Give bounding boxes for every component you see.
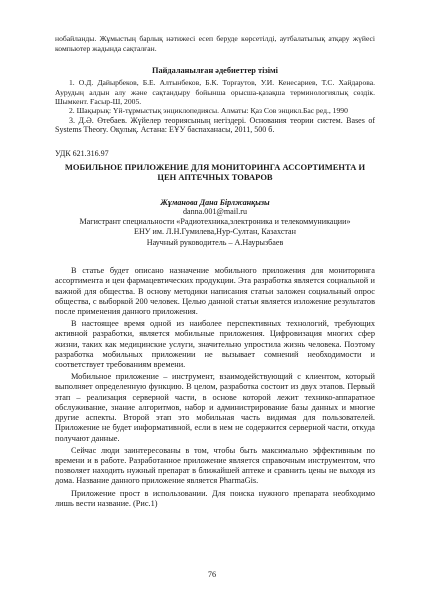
author-email: danna.001@mail.ru [182, 206, 248, 216]
author-affiliation-3: Научный руководитель – А.Наурызбаев [146, 237, 284, 247]
udc-code: УДК 621.316.97 [55, 148, 109, 158]
author-name: Жұманова Дана Бірлжанқызы [160, 197, 270, 207]
spacer [55, 248, 375, 266]
paragraph-4: Сейчас люди заинтересованы в том, чтобы быть максимально эффективным по времени и в работе. Разработанное приложение является справочным инструментом, что позволяет находить нужный препарат в ближайшей аптеке и сравнить цены не выходя из дома. Название данного приложение является PharmaGis. [55, 445, 375, 486]
reference-item-2: 2. Шақырық: Үй-тұрмыстық энциклопедиясы. Алматы: Қаз Сов энцикл.Бас ред., 1990 [69, 106, 348, 116]
references-title: Пайдаланылған әдебиеттер тізімі [152, 66, 278, 76]
paragraph-2: В настоящее время одной из наиболее перспективных технологий, требующих активной разработки, является мобильные приложения. Цифровизация многих сфер жизни, таких как медицинские услуги, значительно упростила жизнь человека. Поэтому разработка мобильных приложении не вызывает сомнений необходимости и соответствует требованиям времени. [55, 319, 375, 370]
author-affiliation-1: Магистрант специальности «Радиотехника,электроника и телекоммуникации» [79, 217, 351, 227]
reference-item-1: 1. О.Д. Дайырбеков, Б.Е. Алтынбеков, Б.К. Торғаутов, У.И. Кенесариев, Т.С. Хайдарова. Аурудың алдын алу және сақтандыру бойынша орысша-қазақша терминологиялық сөздік. Шымкент. Ғасыр-Ш, 2005. [55, 78, 375, 106]
intro-text: нобайланды. Жұмыстың барлық нәтижесі есеп беруде көрсетілді, аутбалатылық атқару жүйесі компьютер жадында сақталған. [55, 34, 375, 53]
paragraph-5: Приложение прост в использовании. Для поиска нужного препарата необходимо лишь вести название. (Рис.1) [55, 488, 375, 508]
paragraph-3: Мобильное приложение – инструмент, взаимодействующий с клиентом, который выполняет определенную функцию. В целом, разработка состоит из двух этапов. Первый этап – реализация серверной части, в основе которой лежит технико-аппаратное обслуживание, знание алгоритмов, набор и администрирование базы данных и многие другие аспекты. Второй этап это мобильная часть видимая для пользователей. Приложение не будет информативной, если в нем не содержится серверной части, откуда получают данные. [55, 372, 375, 443]
page-number: 76 [207, 570, 217, 579]
reference-item-3: 3. Д.Ә. Өтебаев. Жүйелер теориясының негіздері. Основания теории систем. Bases of Systems Theory. Оқулық. Астана: ЕҰУ баспаханасы, 2011, 500 б. [55, 115, 375, 135]
author-affiliation-2: ЕНУ им. Л.Н.Гумилева,Нур-Султан, Казахстан [134, 227, 296, 237]
article-title: МОБИЛЬНОЕ ПРИЛОЖЕНИЕ ДЛЯ МОНИТОРИНГА АССОРТИМЕНТА И ЦЕН АПТЕЧНЫХ ТОВАРОВ [64, 161, 366, 182]
paragraph-1: В статье будет описано назначение мобильного приложения для мониторинга ассортимента и цен фармацевтических продукции. Эта разработка является социальной и важной для общества. В основу методики написания статьи заложен социальный опрос общества, с выборкой 200 человек. Целью данной статьи является изложение результатов после применения данного приложения. [55, 266, 375, 317]
page-content [55, 34, 375, 509]
